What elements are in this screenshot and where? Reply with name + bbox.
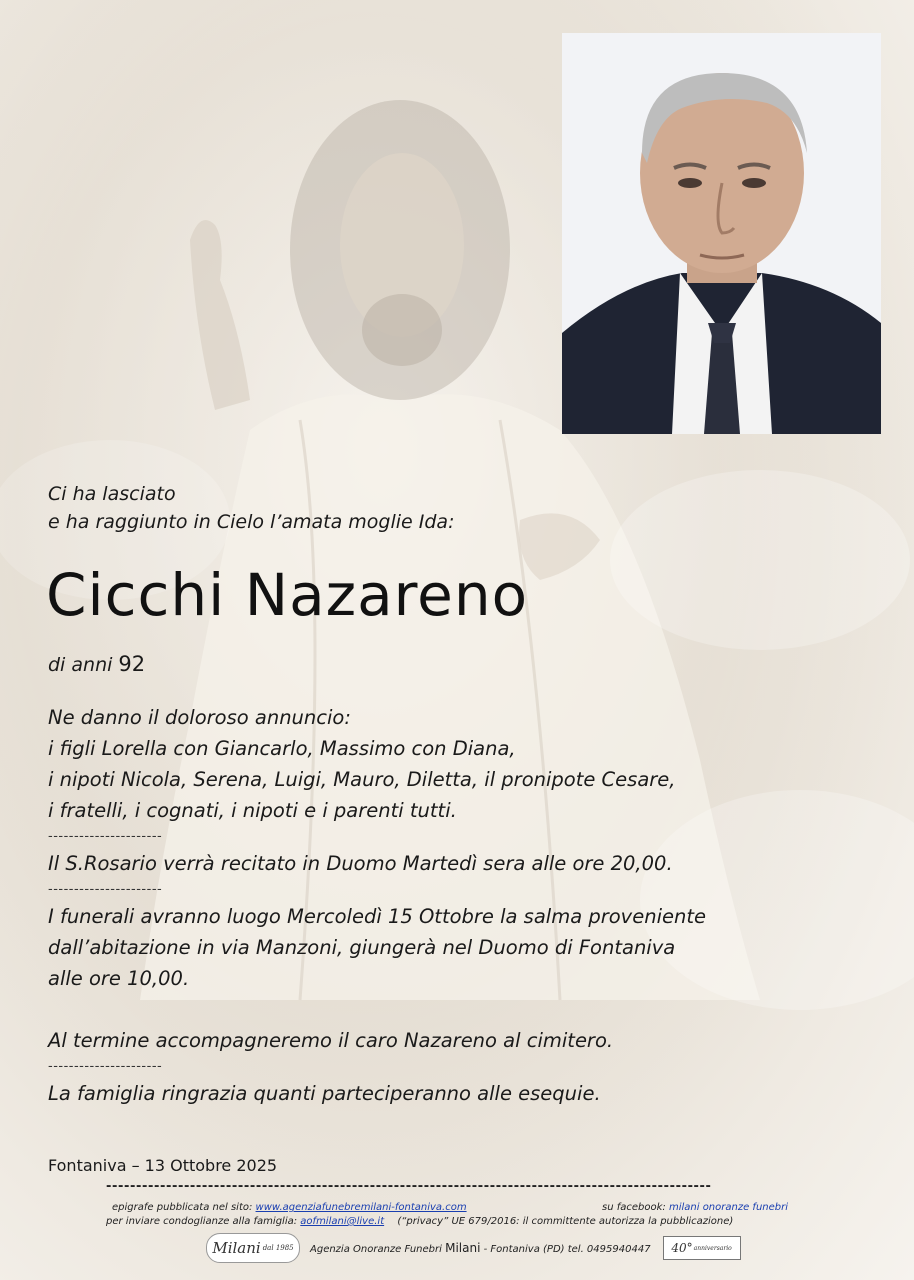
separator: ---------------------- (48, 882, 163, 897)
age-line (48, 650, 145, 679)
anniversary-badge (663, 1236, 741, 1260)
deceased-name: Cicchi Nazareno (46, 561, 529, 629)
thanks-text: La famiglia ringrazia quanti parteciperanno alle esequie. (48, 1082, 601, 1105)
site-label: epigrafe pubblicata nel sito: (112, 1202, 253, 1213)
separator: ---------------------- (48, 1059, 163, 1074)
agency-prefix: Agenzia Onoranze Funebri (310, 1244, 442, 1255)
separator: ---------------------- (48, 829, 163, 844)
facebook-link[interactable]: milani onoranze funebri (668, 1202, 789, 1213)
facebook-info (602, 1202, 788, 1213)
site-info (112, 1202, 467, 1213)
announcement-line: i figli Lorella con Giancarlo, Massimo con Diana, (48, 737, 516, 760)
funeral-line: I funerali avranno luogo Mercoledì 15 Ottobre la salma proveniente (48, 905, 706, 928)
announcement-line: i fratelli, i cognati, i nipoti e i parenti tutti. (48, 799, 457, 822)
anniversary-num: 40° (671, 1241, 693, 1255)
agency-footer (206, 1232, 742, 1264)
announcement-section (48, 702, 706, 1109)
intro-line-2: e ha raggiunto in Cielo l’amata moglie Ida: (48, 511, 455, 533)
condolences-label: per inviare condoglianze alla famiglia: (106, 1216, 298, 1227)
footer-divider: ----------------------------------------------------------------------------------------------------- (106, 1180, 712, 1194)
intro-line-1: Ci ha lasciato (48, 483, 176, 505)
site-link[interactable]: www.agenziafunebremilani-fontaniva.com (255, 1202, 467, 1213)
announcement-line: Ne danno il doloroso annuncio: (48, 706, 351, 729)
facebook-label: su facebook: (602, 1202, 666, 1213)
funeral-line: alle ore 10,00. (48, 967, 190, 990)
agency-info (310, 1241, 651, 1255)
announcement-line: i nipoti Nicola, Serena, Luigi, Mauro, Diletta, il pronipote Cesare, (48, 768, 676, 791)
condolences-email-link[interactable]: aofmilani@live.it (300, 1216, 385, 1227)
condolences-info (106, 1216, 733, 1227)
agency-name: Milani (445, 1241, 481, 1255)
logo-text: Milani (212, 1239, 261, 1257)
agency-logo (206, 1233, 300, 1263)
rosary-text: Il S.Rosario verrà recitato in Duomo Martedì sera alle ore 20,00. (48, 852, 673, 875)
funeral-line: dall’abitazione in via Manzoni, giungerà nel Duomo di Fontaniva (48, 936, 676, 959)
privacy-note: (“privacy” UE 679/2016: il committente autorizza la pubblicazione) (397, 1216, 734, 1227)
place-date: Fontaniva – 13 Ottobre 2025 (48, 1156, 278, 1175)
age-label: di anni (48, 654, 113, 676)
logo-sub: dal 1985 (262, 1244, 294, 1252)
spacer (48, 994, 706, 1025)
deceased-portrait-photo (562, 33, 881, 434)
age-value: 92 (118, 652, 146, 676)
agency-suffix: - Fontaniva (PD) tel. 0495940447 (483, 1244, 651, 1255)
intro-text (48, 480, 454, 536)
cemetery-text: Al termine accompagneremo il caro Nazareno al cimitero. (48, 1029, 614, 1052)
anniversary-word: anniversario (693, 1244, 732, 1252)
